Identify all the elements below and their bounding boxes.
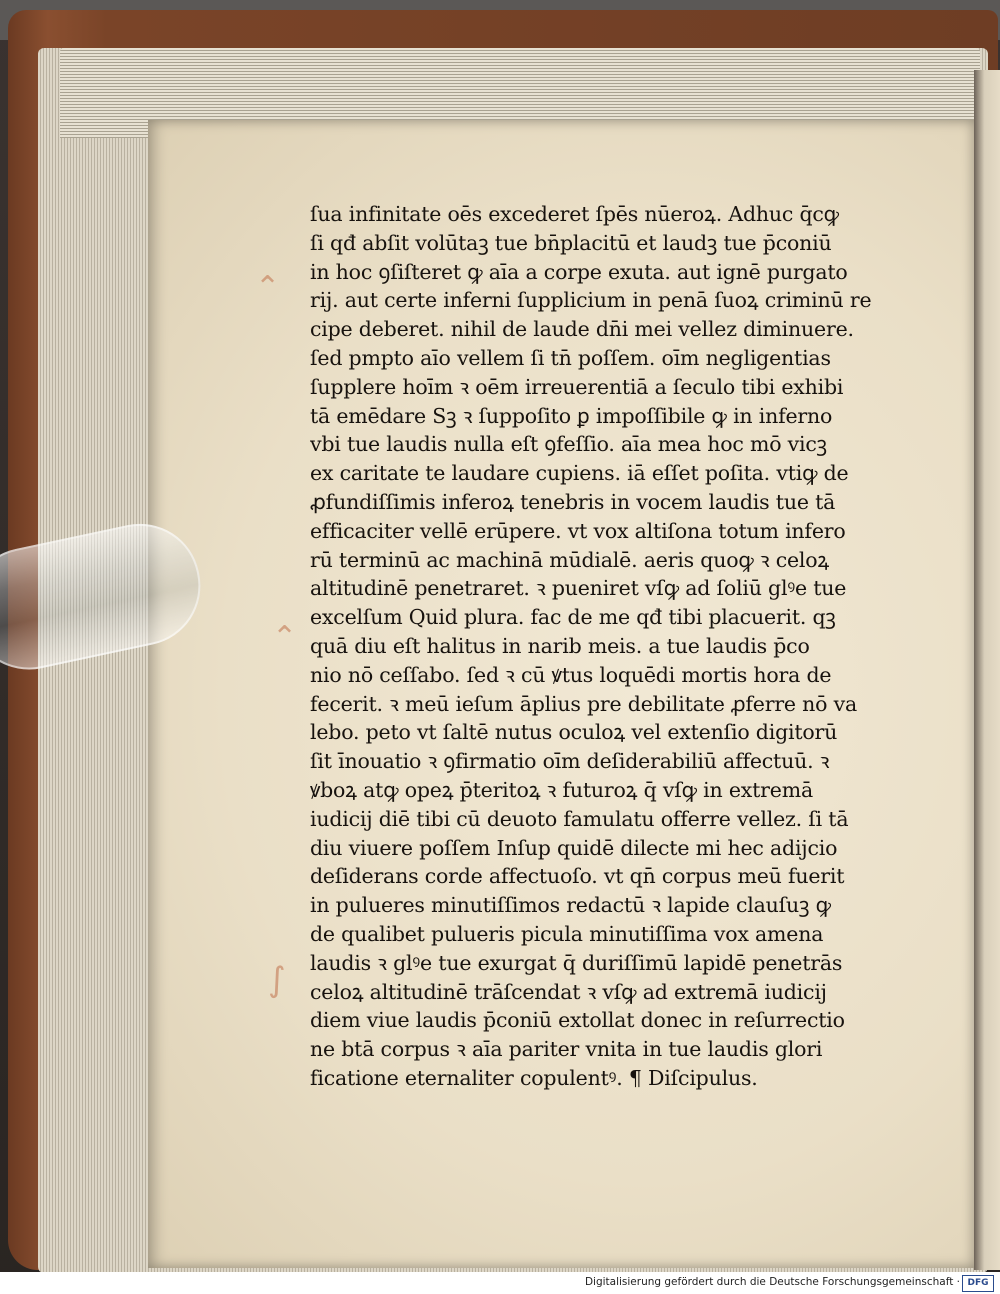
text-line: ficatione eternaliter copulentꝰ. ¶ Diſcipulus. [310,1065,758,1090]
text-line: ne btā corpus ꝛ aīa pariter vnita in tue laudis glori [310,1037,823,1062]
text-line: excelſum Quid plura. fac de me qđ tibi placuerit. qꝫ [310,605,836,630]
margin-mark: ∫ [268,960,286,1000]
text-line: ꝟboꝝ atꝙ opeꝝ p̄teritoꝝ ꝛ futuroꝝ q̄ vſꝙ in extremā [310,777,813,802]
text-line: ſupplere hoīm ꝛ oēm irreuerentiā a ſeculo tibi exhibi [310,374,844,399]
margin-mark: ⌃ [255,270,281,305]
text-line: cipe deberet. nihil de laude dn̄i mei vellez diminuere. [310,317,854,342]
text-line: in pulueres minutiſſimos redactū ꝛ lapide clauſuꝫ ꝙ [310,893,831,918]
text-line: ſit īnouatio ꝛ ꝯfirmatio oīm deſiderabiliū affectuū. ꝛ [310,749,830,774]
text-line: ſi qđ abſit volūtaꝫ tue bn̄placitū et laudꝫ tue p̄coniū [310,230,832,255]
footer-bar [0,1272,1000,1294]
text-line: in hoc ꝯſiſteret ꝙ aīa a corpe exuta. aut ignē purgato [310,259,848,284]
text-line: rū terminū ac machinā mūdialē. aeris quoꝙ ꝛ celoꝝ [310,547,830,572]
margin-mark: ⌃ [272,620,298,655]
text-line: celoꝝ altitudinē trāſcendat ꝛ vſꝙ ad extremā iudicij [310,979,827,1004]
text-line: iudicij diē tibi cū deuoto famulatu offerre vellez. ſi tā [310,806,849,831]
text-line: efficaciter vellē erūpere. vt vox altiſona totum infero [310,518,846,543]
dfg-logo: DFG [962,1275,994,1292]
text-line: ſua infinitate oēs excederet ſpēs nūeroꝝ. Adhuc q̄cꝙ [310,202,839,226]
text-line: vbi tue laudis nulla eſt ꝯfeſſio. aīa mea hoc mō vicꝫ [310,432,827,457]
text-line: laudis ꝛ glꝰe tue exurgat q̄ duriſſimū lapidē penetrās [310,950,843,975]
text-line: de qualibet pulueris picula minutiſſima vox amena [310,921,824,946]
text-line: diu viuere poſſem Inſup quidē dilecte mi hec adijcio [310,835,838,860]
text-block [310,200,912,1093]
text-line: altitudinē penetraret. ꝛ pueniret vſꝙ ad ſoliū glꝰe tue [310,576,847,601]
text-line: ꝓfundiſſimis inferoꝝ tenebris in vocem laudis tue tā [310,489,836,514]
text-line: fecerit. ꝛ meū ieſum āplius pre debilitate ꝓferre nō va [310,691,858,716]
text-line: quā diu eſt halitus in narib meis. a tue laudis p̄co [310,633,810,658]
footer-credit: Digitalisierung gefördert durch die Deutsche Forschungsgemeinschaft · [584,1276,960,1288]
text-line: deſiderans corde affectuoſo. vt qn̄ corpus meū fuerit [310,864,845,889]
text-line: diem viue laudis p̄coniū extollat donec in reſurrectio [310,1008,845,1033]
text-line: ex caritate te laudare cupiens. iā eſſet poſita. vtiꝙ de [310,461,849,486]
text-line: tā emēdare Sꝫ ꝛ ſuppoſito ꝑ impoſſibile ꝙ in inferno [310,403,833,428]
text-line: ſed pmpto aīo vellem ſi tn̄ poſſem. oīm negligentias [310,345,831,370]
text-line: rij. aut certe inferni ſupplicium in penā ſuoꝝ criminū re [310,288,872,313]
facing-page-edge [974,70,1000,1270]
text-line: nio nō ceſſabo. ſed ꝛ cū ꝟtus loquēdi mortis hora de [310,662,832,687]
text-line: lebo. peto vt ſaltē nutus oculoꝝ vel extenſio digitorū [310,720,838,745]
